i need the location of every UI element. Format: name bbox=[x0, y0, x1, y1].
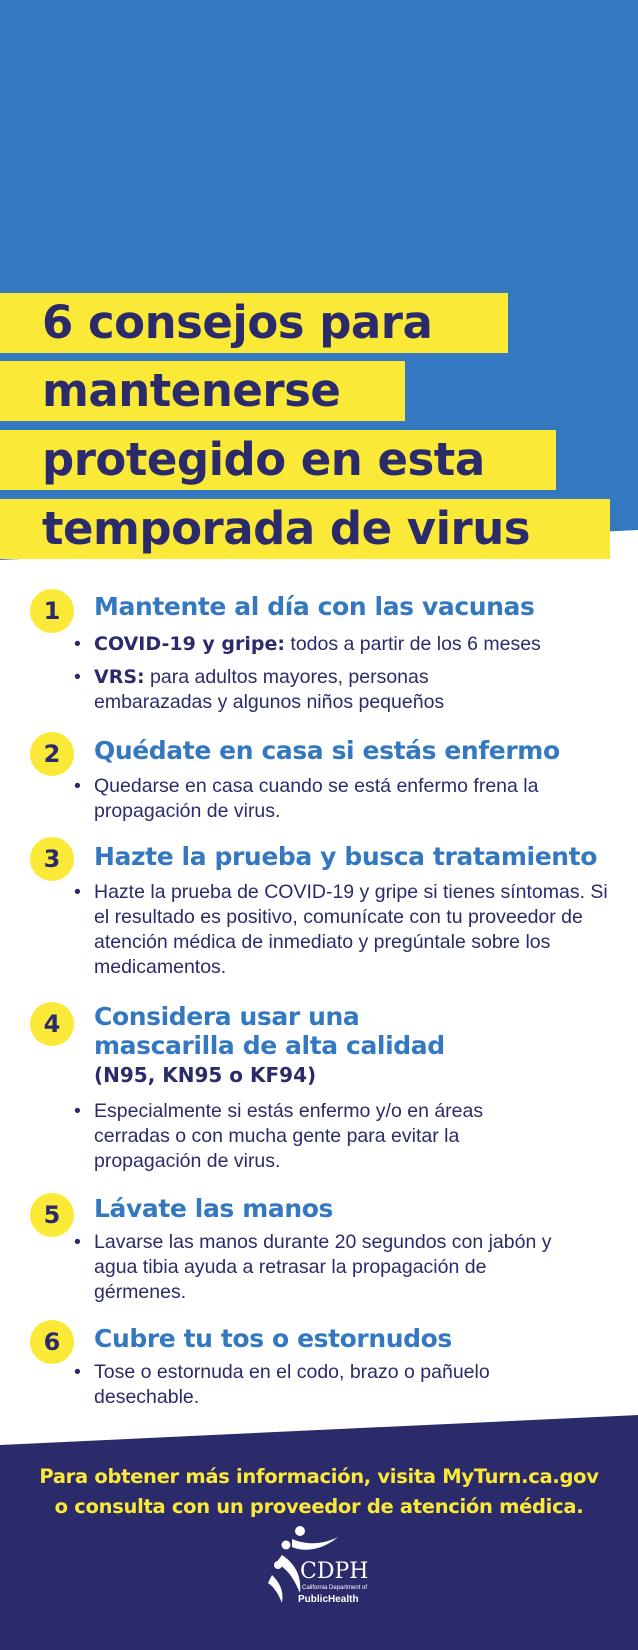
tip-number-badge: 6 bbox=[30, 1320, 74, 1364]
bullet-text: Especialmente si estás enfermo y/o en áreas cerradas o con mucha gente para evitar la propagación de virus. bbox=[94, 1100, 484, 1172]
tip-title: Lávate las manos bbox=[94, 1194, 333, 1223]
bullet-bold-label: COVID-19 y gripe: bbox=[94, 633, 285, 655]
logo-small-text: California Department of bbox=[302, 1585, 368, 1591]
cdph-logo bbox=[262, 1523, 382, 1613]
title-line-1: 6 consejos para bbox=[0, 293, 508, 353]
bullet-text: Hazte la prueba de COVID-19 y gripe si tienes síntomas. Si el resultado es positivo, comunícate con tu proveedor de atención médica de inmediato y pregúntale sobre los medicamentos. bbox=[94, 881, 608, 978]
title-line-2: mantenerse bbox=[0, 361, 405, 421]
title-line-4: temporada de virus bbox=[0, 499, 610, 559]
logo-main-text: CDPH bbox=[300, 1559, 369, 1584]
bullet-text: todos a partir de los 6 meses bbox=[290, 633, 541, 655]
logo-bottom-text: PublicHealth bbox=[298, 1594, 359, 1605]
footer-info-line-2: o consulta con un proveedor de atención médica. bbox=[54, 1495, 584, 1518]
tip-number-badge: 2 bbox=[30, 732, 74, 776]
tip-title: Hazte la prueba y busca tratamiento bbox=[94, 842, 597, 871]
tip-subtitle: (N95, KN95 o KF94) bbox=[94, 1063, 317, 1087]
tip-bullet: • Tose o estornuda en el codo, brazo o pañuelo desechable. bbox=[74, 1360, 494, 1410]
tip-bullet: • Especialmente si estás enfermo y/o en áreas cerradas o con mucha gente para evitar la propagación de virus. bbox=[74, 1099, 564, 1174]
tip-title: Cubre tu tos o estornudos bbox=[94, 1324, 452, 1353]
tip-number-badge: 1 bbox=[30, 589, 74, 633]
bullet-text: Tose o estornuda en el codo, brazo o pañuelo desechable. bbox=[94, 1361, 490, 1408]
tip-bullet: • Hazte la prueba de COVID-19 y gripe si tienes síntomas. Si el resultado es positivo, comunícate con tu proveedor de atención médica de inmediato y pregúntale sobre los medicamentos. bbox=[74, 880, 614, 980]
tip-title: Quédate en casa si estás enfermo bbox=[94, 736, 560, 765]
bullet-text: para adultos mayores, personas embarazadas y algunos niños pequeños bbox=[94, 666, 445, 713]
tip-title-line-2: mascarilla de alta calidad bbox=[94, 1031, 445, 1060]
tip-number-badge: 3 bbox=[30, 837, 74, 881]
title-line-3: protegido en esta bbox=[0, 430, 556, 490]
tip-number-badge: 5 bbox=[30, 1193, 74, 1237]
bullet-bold-label: VRS: bbox=[94, 666, 145, 688]
bullet-text: Lavarse las manos durante 20 segundos con jabón y agua tibia ayuda a retrasar la propagación de gérmenes. bbox=[94, 1231, 552, 1303]
bullet-text: Quedarse en casa cuando se está enfermo frena la propagación de virus. bbox=[94, 775, 539, 822]
tip-title-line-1: Considera usar una bbox=[94, 1002, 360, 1031]
tip-bullet: • Lavarse las manos durante 20 segundos con jabón y agua tibia ayuda a retrasar la propagación de gérmenes. bbox=[74, 1230, 564, 1305]
footer-info-line-1: Para obtener más información, visita MyTurn.ca.gov bbox=[39, 1465, 599, 1488]
tip-bullet: • VRS: para adultos mayores, personas embarazadas y algunos niños pequeños bbox=[74, 666, 445, 713]
tip-number-badge: 4 bbox=[30, 1002, 74, 1046]
tip-bullet: • Quedarse en casa cuando se está enfermo frena la propagación de virus. bbox=[74, 774, 544, 824]
tip-bullet: • COVID-19 y gripe: todos a partir de los 6 meses bbox=[74, 633, 541, 655]
tip-title: Mantente al día con las vacunas bbox=[94, 592, 535, 621]
